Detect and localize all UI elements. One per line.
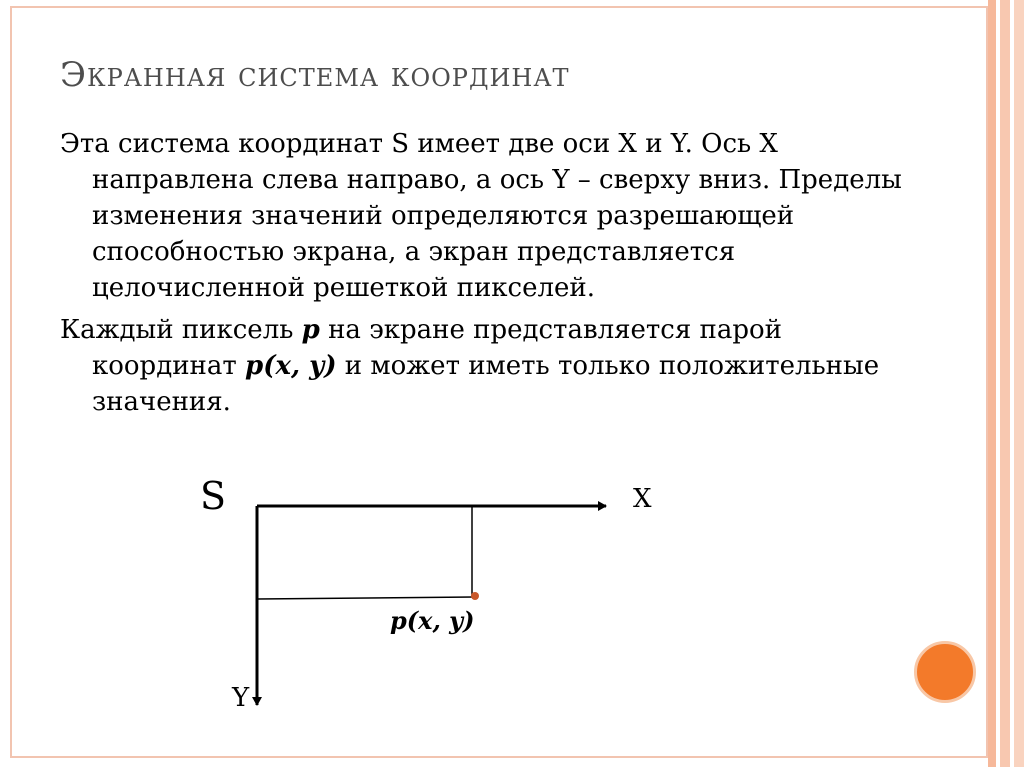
pixel-text-before: Каждый пиксель — [60, 315, 302, 345]
pixel-text-middle: на экране представляется парой координат — [92, 315, 782, 381]
pixel-point — [471, 592, 479, 600]
x-axis-label: X — [633, 484, 652, 514]
pixel-variable-p: p — [301, 315, 320, 345]
pixel-coordinates-pxy: p(x, y) — [245, 351, 337, 381]
point-projection-horizontal — [257, 597, 474, 599]
accent-circle — [914, 641, 976, 703]
origin-label-s: S — [200, 474, 227, 518]
point-label: p(x, y) — [390, 606, 475, 635]
slide-title: Экранная система координат — [60, 55, 570, 95]
y-axis-label: Y — [232, 683, 250, 713]
pixel-text-after: и может иметь только положительные значения. — [92, 351, 880, 417]
paragraph-screen-system: Эта система координат S имеет две оси X и Y. Ось X направлена слева направо, а ось Y – сверху вниз. Пределы изменения значений определяются разрешающей способностью экрана, а экран представляется целочисленной решеткой пикселей. — [60, 129, 902, 303]
